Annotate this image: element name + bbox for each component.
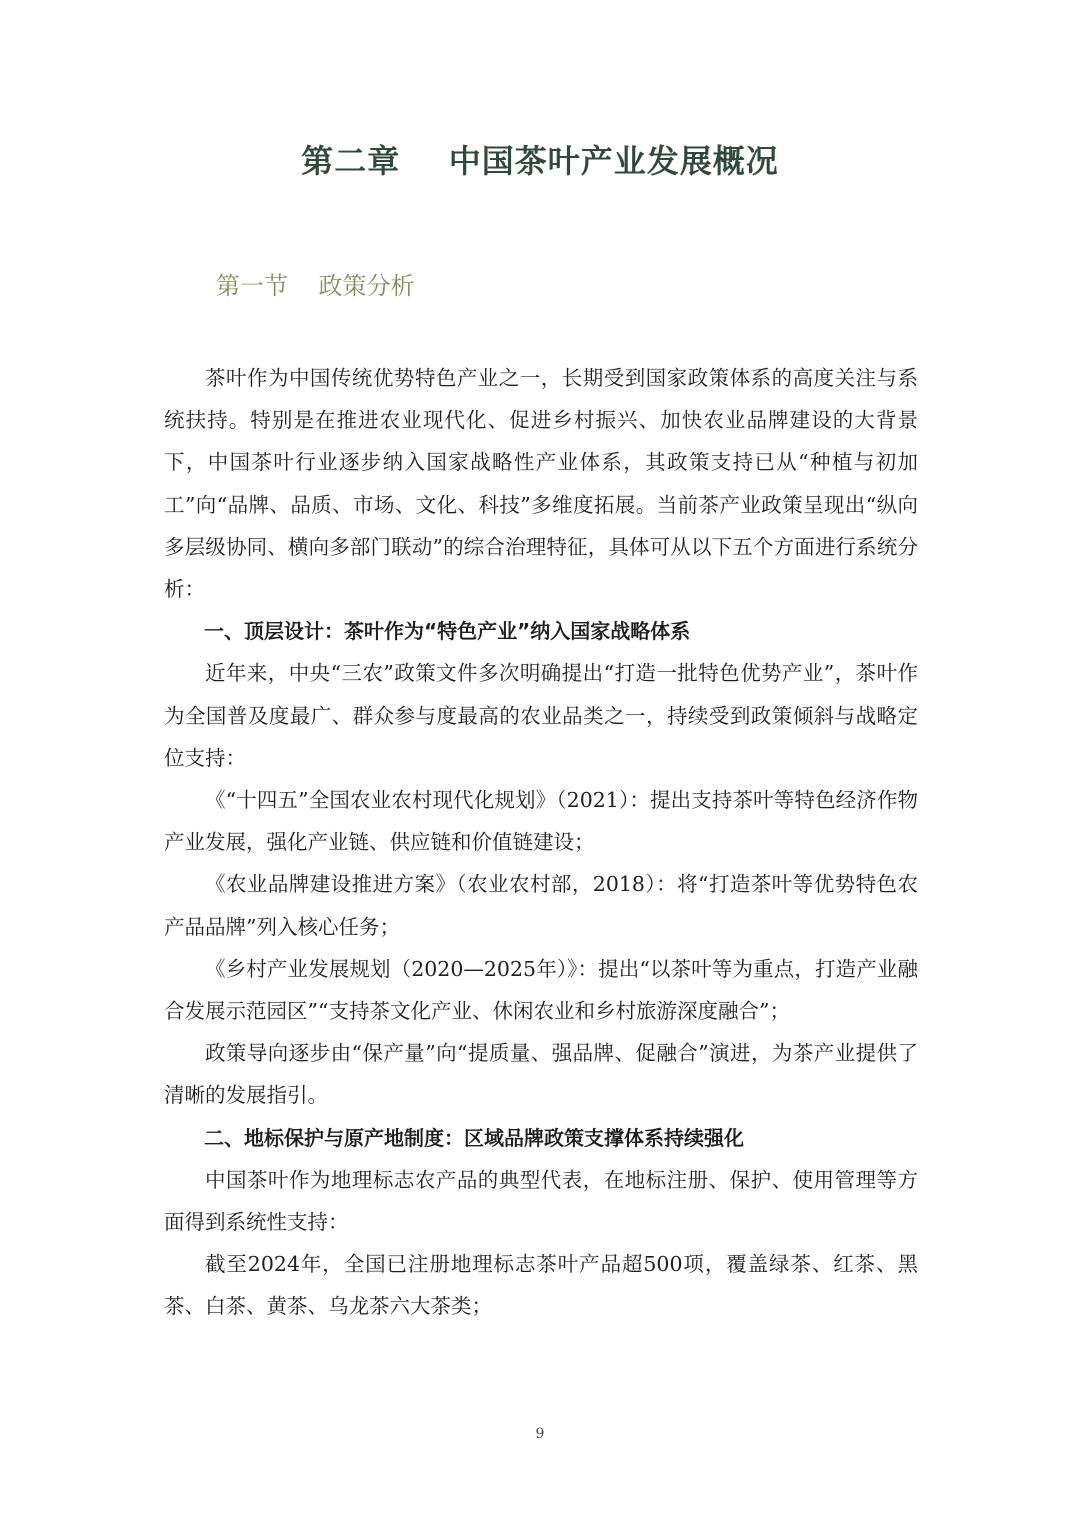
paragraph: 截至2024年，全国已注册地理标志茶叶产品超500项，覆盖绿茶、红茶、黑茶、白茶、黄茶、乌龙茶六大茶类； — [164, 1252, 918, 1319]
page-number: 9 — [535, 1426, 545, 1442]
paragraph: 近年来，中央“三农”政策文件多次明确提出“打造一批特色优势产业”，茶叶作为全国普及度最广、群众参与度最高的农业品类之一，持续受到政策倾斜与战略定位支持： — [164, 661, 918, 770]
policy-item: 《农业品牌建设推进方案》（农业农村部，2018）：将“打造茶叶等优势特色农产品品牌”列入核心任务； — [164, 872, 918, 939]
intro-paragraph: 茶叶作为中国传统优势特色产业之一，长期受到国家政策体系的高度关注与系统扶持。特别是在推进农业现代化、促进乡村振兴、加快农业品牌建设的大背景下，中国茶叶行业逐步纳入国家战略性产业体系，其政策支持已从“种植与初加工”向“品牌、品质、市场、文化、科技”多维度拓展。当前茶产业政策呈现出“纵向多层级协同、横向多部门联动”的综合治理特征，具体可从以下五个方面进行系统分析： — [164, 366, 918, 602]
paragraph: 中国茶叶作为地理标志农产品的典型代表，在地标注册、保护、使用管理等方面得到系统性支持： — [164, 1167, 918, 1235]
section-title: 第一节 政策分析 — [216, 272, 415, 300]
policy-item: 《“十四五”全国农业农村现代化规划》（2021）：提出支持茶叶等特色经济作物产业发展，强化产业链、供应链和价值链建设； — [164, 788, 918, 855]
body-text — [164, 357, 918, 1328]
paragraph: 政策导向逐步由“保产量”向“提质量、强品牌、促融合”演进，为茶产业提供了清晰的发展指引。 — [164, 1041, 918, 1108]
subheading-geographical-indication: 二、地标保护与原产地制度：区域品牌政策支撑体系持续强化 — [204, 1125, 744, 1150]
policy-item: 《乡村产业发展规划（2020—2025年）》：提出“以茶叶等为重点，打造产业融合发展示范园区”“支持茶文化产业、休闲农业和乡村旅游深度融合”； — [164, 956, 918, 1024]
chapter-title: 第二章 中国茶叶产业发展概况 — [301, 142, 779, 180]
subheading-top-level-design: 一、顶层设计：茶叶作为“特色产业”纳入国家战略体系 — [204, 619, 691, 644]
